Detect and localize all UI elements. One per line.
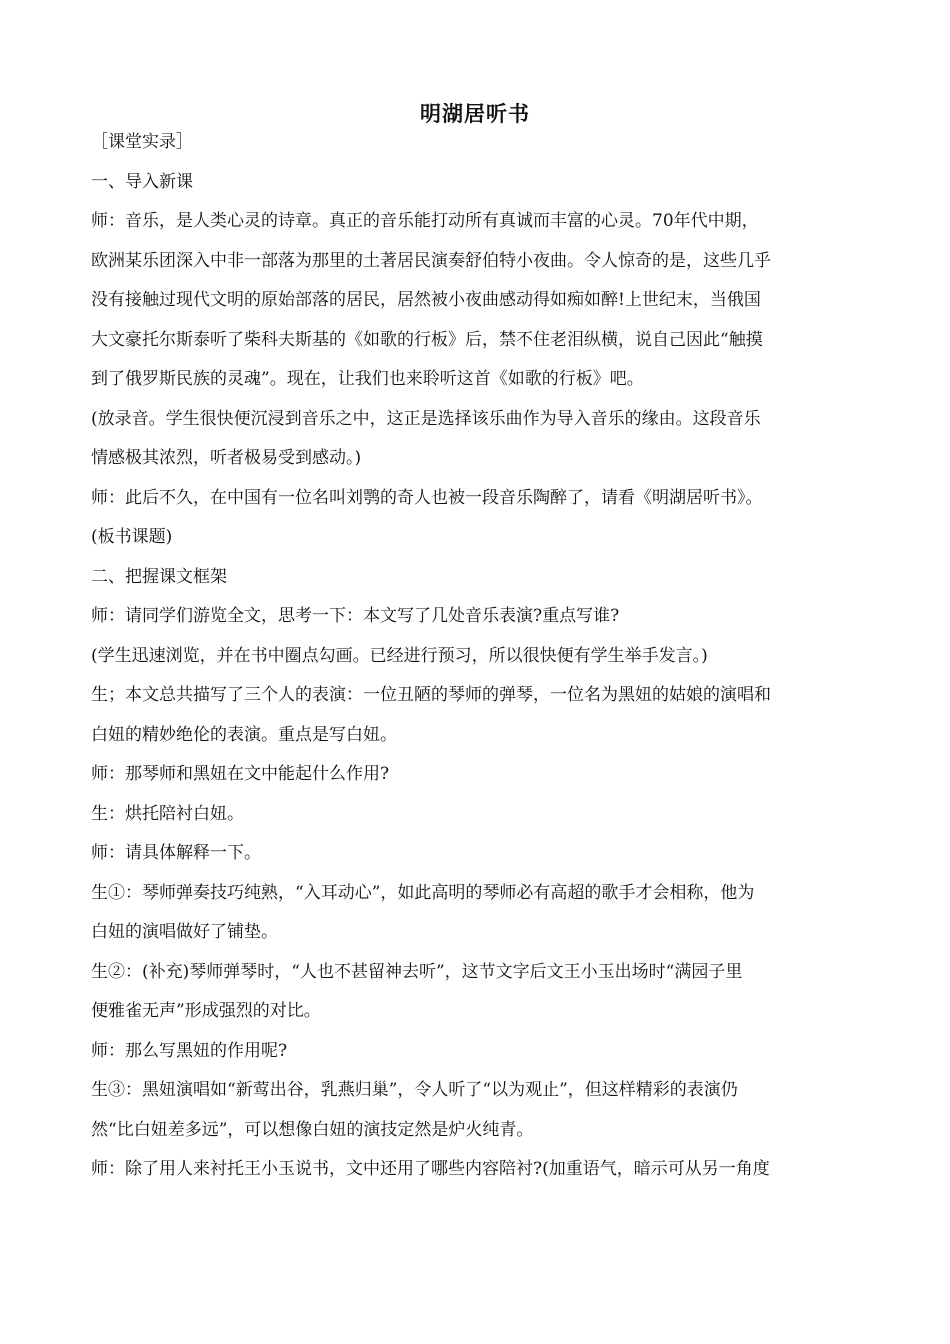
text-line: 师：请同学们游览全文，思考一下：本文写了几处音乐表演?重点写谁? bbox=[91, 606, 620, 626]
section-heading: 二、把握课文框架 bbox=[91, 566, 227, 587]
text-line: 生②：(补充)琴师弹琴时，“人也不甚留神去听”，这节文字后文王小玉出场时“满园子里 bbox=[91, 961, 743, 982]
document-body bbox=[91, 123, 861, 1190]
text-line: 白妞的演唱做好了铺垫。 bbox=[91, 922, 278, 942]
text-line: 白妞的精妙绝伦的表演。重点是写白妞。 bbox=[91, 724, 397, 745]
text-line: 欧洲某乐团深入中非一部落为那里的土著居民演奏舒伯特小夜曲。令人惊奇的是，这些几乎 bbox=[91, 250, 771, 271]
text-line: 生；本文总共描写了三个人的表演：一位丑陋的琴师的弹琴，一位名为黑妞的姑娘的演唱和 bbox=[91, 685, 771, 705]
text-line: 生：烘托陪衬白妞。 bbox=[91, 803, 244, 824]
text-line: 情感极其浓烈，听者极易受到感动。) bbox=[91, 448, 362, 468]
text-line: (板书课题) bbox=[91, 527, 173, 547]
text-line: (学生迅速浏览，并在书中圈点勾画。已经进行预习，所以很快便有学生举手发言。) bbox=[91, 645, 708, 666]
text-line: 师：此后不久，在中国有一位名叫刘鹗的奇人也被一段音乐陶醉了，请看《明湖居听书》。 bbox=[91, 487, 763, 508]
section-heading: 一、导入新课 bbox=[91, 171, 193, 192]
text-line: 师：请具体解释一下。 bbox=[91, 843, 261, 863]
section-label: ［课堂实录］ bbox=[91, 132, 193, 152]
document-title: 明湖居听书 bbox=[420, 101, 530, 126]
text-line: (放录音。学生很快便沉浸到音乐之中，这正是选择该乐曲作为导入音乐的缘由。这段音乐 bbox=[91, 408, 761, 429]
text-line: 师：那琴师和黑妞在文中能起什么作用? bbox=[91, 764, 390, 784]
text-line: 大文豪托尔斯泰听了柴科夫斯基的《如歌的行板》后，禁不住老泪纵横，说自己因此“触摸 bbox=[91, 329, 763, 350]
text-line: 生③：黑妞演唱如“新莺出谷，乳燕归巢”，令人听了“以为观止”，但这样精彩的表演仍 bbox=[91, 1080, 738, 1100]
text-line: 到了俄罗斯民族的灵魂”。现在，让我们也来聆听这首《如歌的行板》吧。 bbox=[91, 369, 644, 389]
text-line: 师：那么写黑妞的作用呢? bbox=[91, 1040, 288, 1061]
text-line: 然“比白妞差多远”，可以想像白妞的演技定然是炉火纯青。 bbox=[91, 1119, 534, 1140]
text-line: 师：除了用人来衬托王小玉说书，文中还用了哪些内容陪衬?(加重语气，暗示可从另一角度 bbox=[91, 1159, 770, 1179]
text-line: 没有接触过现代文明的原始部落的居民，居然被小夜曲感动得如痴如醉!上世纪末，当俄国 bbox=[91, 290, 761, 310]
text-line: 便雅雀无声”形成强烈的对比。 bbox=[91, 1001, 321, 1021]
text-line: 师：音乐，是人类心灵的诗章。真正的音乐能打动所有真诚而丰富的心灵。70年代中期， bbox=[91, 211, 759, 231]
text-line: 生①：琴师弹奏技巧纯熟，“入耳动心”，如此高明的琴师必有高超的歌手才会相称，他为 bbox=[91, 882, 755, 903]
